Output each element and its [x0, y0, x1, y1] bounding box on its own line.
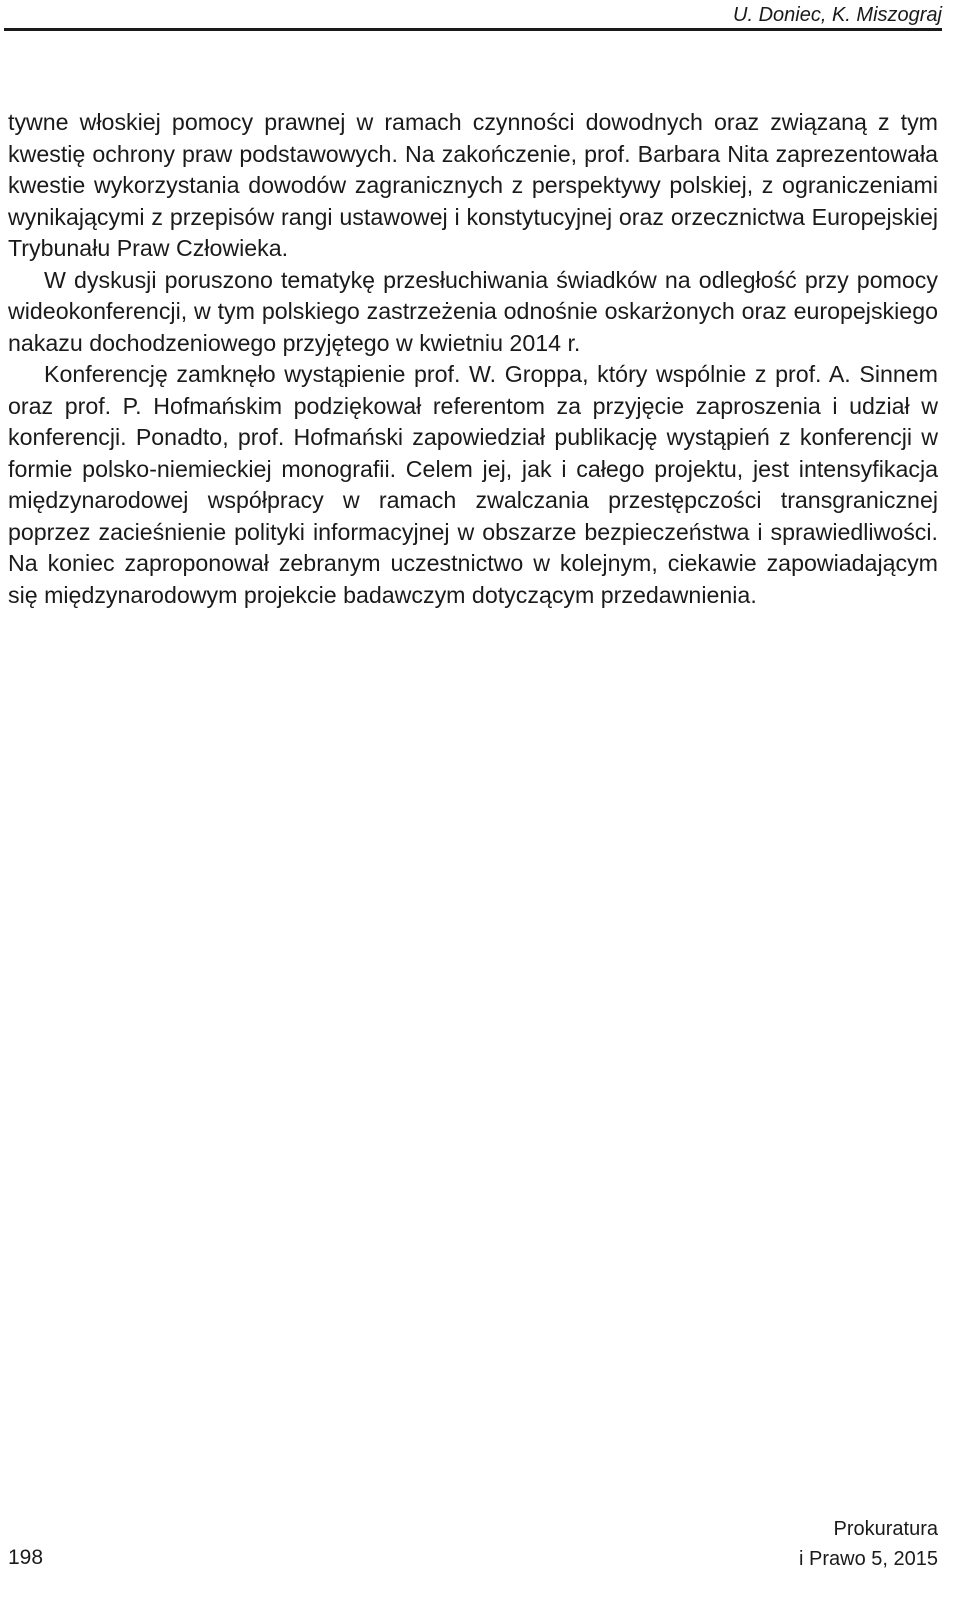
header-rule [4, 28, 942, 31]
page-number: 198 [8, 1546, 44, 1569]
journal-title: Prokuratura [833, 1518, 938, 1540]
paragraph-3: Konferencję zamknęło wystąpienie prof. W. Groppa, który wspólnie z prof. A. Sinnem oraz prof. P. Hofmańskim podziękował referentom za przyjęcie zaproszenia i udział w konferencji. Ponadto, prof. Hofmański zapowiedział publikację wystąpień z konferencji w formie polsko-niemieckiej monografii. Celem jej, jak i całego projektu, jest intensyfikacja międzynarodowej współpracy w ramach zwalczania przestępczości transgranicznej poprzez zacieśnienie polityki informacyjnej w obszarze bezpieczeństwa i sprawiedliwości. Na koniec zaproponował zebranym uczestnictwo w kolejnym, ciekawie zapowiadającym się międzynarodowym projekcie badawczym dotyczącym przedawnienia. [8, 361, 938, 608]
running-head: U. Doniec, K. Miszograj [733, 4, 942, 26]
journal-footer [799, 1514, 938, 1574]
body-text [8, 107, 938, 611]
paragraph-1: tywne włoskiej pomocy prawnej w ramach czynności dowodnych oraz związaną z tym kwestię ochrony praw podstawowych. Na zakończenie, prof. Barbara Nita zaprezentowała kwestie wykorzystania dowodów zagranicznych z perspektywy polskiej, z ograniczeniami wynikającymi z przepisów rangi ustawowej i konstytucyjnej oraz orzecznictwa Europejskiej Trybunału Praw Człowieka. [8, 109, 938, 261]
paragraph-2: W dyskusji poruszono tematykę przesłuchiwania świadków na odległość przy pomocy wideokonferencji, w tym polskiego zastrzeżenia odnośnie oskarżonych oraz europejskiego nakazu dochodzeniowego przyjętego w kwietniu 2014 r. [8, 266, 938, 356]
journal-issue: i Prawo 5, 2015 [799, 1548, 938, 1570]
